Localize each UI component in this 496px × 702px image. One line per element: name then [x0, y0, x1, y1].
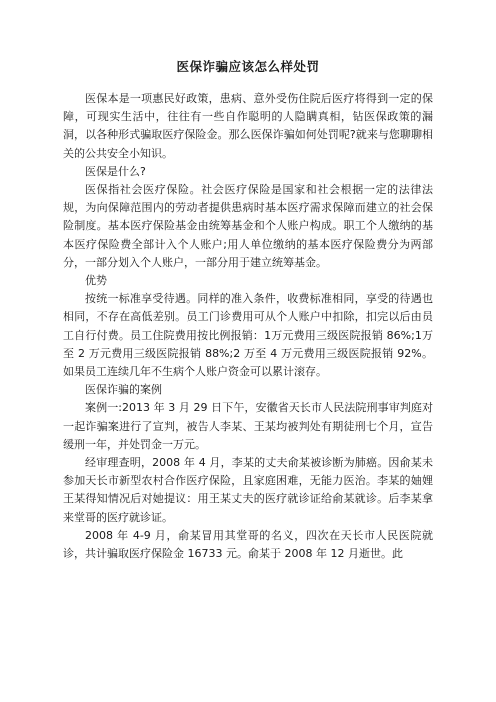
document-title: 医保诈骗应该怎么样处罚 [176, 59, 320, 74]
paragraph-advantages: 按统一标准享受待遇。同样的准入条件，收费标准相同，享受的待遇也相同，不存在高低差别。员工门诊费用可从个人账户中扣除，扣完以后由员工自行付费。员工住院费用按比例报销：1万元费用三级医院报销 86%;1万至 2 万元费用三级医院报销 88%;2 万至 4 万元费用三级医院报销 92%。如果员工连续几年不生病个人账户资金可以累计滚存。 [63, 292, 433, 379]
heading-fraud-cases: 医保诈骗的案例 [85, 383, 162, 397]
document-page [63, 58, 433, 563]
paragraph-case-details: 2008 年 4-9 月，俞某冒用其堂哥的名义，四次在天长市人民医院就诊，共计骗取医疗保险金 16733 元。俞某于 2008 年 12 月逝世。此 [63, 528, 433, 561]
paragraph-definition: 医保指社会医疗保险。社会医疗保险是国家和社会根据一定的法律法规，为向保障范围内的劳动者提供患病时基本医疗需求保障而建立的社会保险制度。基本医疗保险基金由统筹基金和个人账户构成。职工个人缴纳的基本医疗保险费全部计入个人账户;用人单位缴纳的基本医疗保险费分为两部分，一部分划入个人账户，一部分用于建立统筹基金。 [63, 183, 433, 269]
paragraph-intro: 医保本是一项惠民好政策，患病、意外受伤住院后医疗将得到一定的保障，可现实生活中，往往有一些自作聪明的人隐瞒真相，钻医保政策的漏洞，以各种形式骗取医疗保险金。那么医保诈骗如何处罚呢?就来与您聊聊相关的公共安全小知识。 [63, 92, 433, 160]
heading-what-is-medical-insurance: 医保是什么? [85, 164, 146, 178]
paragraph-case-findings: 经审理查明，2008 年 4 月，李某的丈夫俞某被诊断为肺癌。因俞某未参加天长市新型农村合作医疗保险，且家庭困难，无能力医治。李某的妯娌王某得知情况后对她提议：用王某丈夫的医疗就诊证给俞某就诊。后李某拿来堂哥的医疗就诊证。 [63, 456, 433, 524]
heading-advantages: 优势 [85, 274, 107, 288]
paragraph-case-one: 案例一:2013 年 3 月 29 日下午，安徽省天长市人民法院刑事审判庭对一起诈骗案进行了宣判，被告人李某、王某均被判处有期徒刑七个月，宣告缓刑一年，并处罚金一万元。 [63, 401, 433, 451]
